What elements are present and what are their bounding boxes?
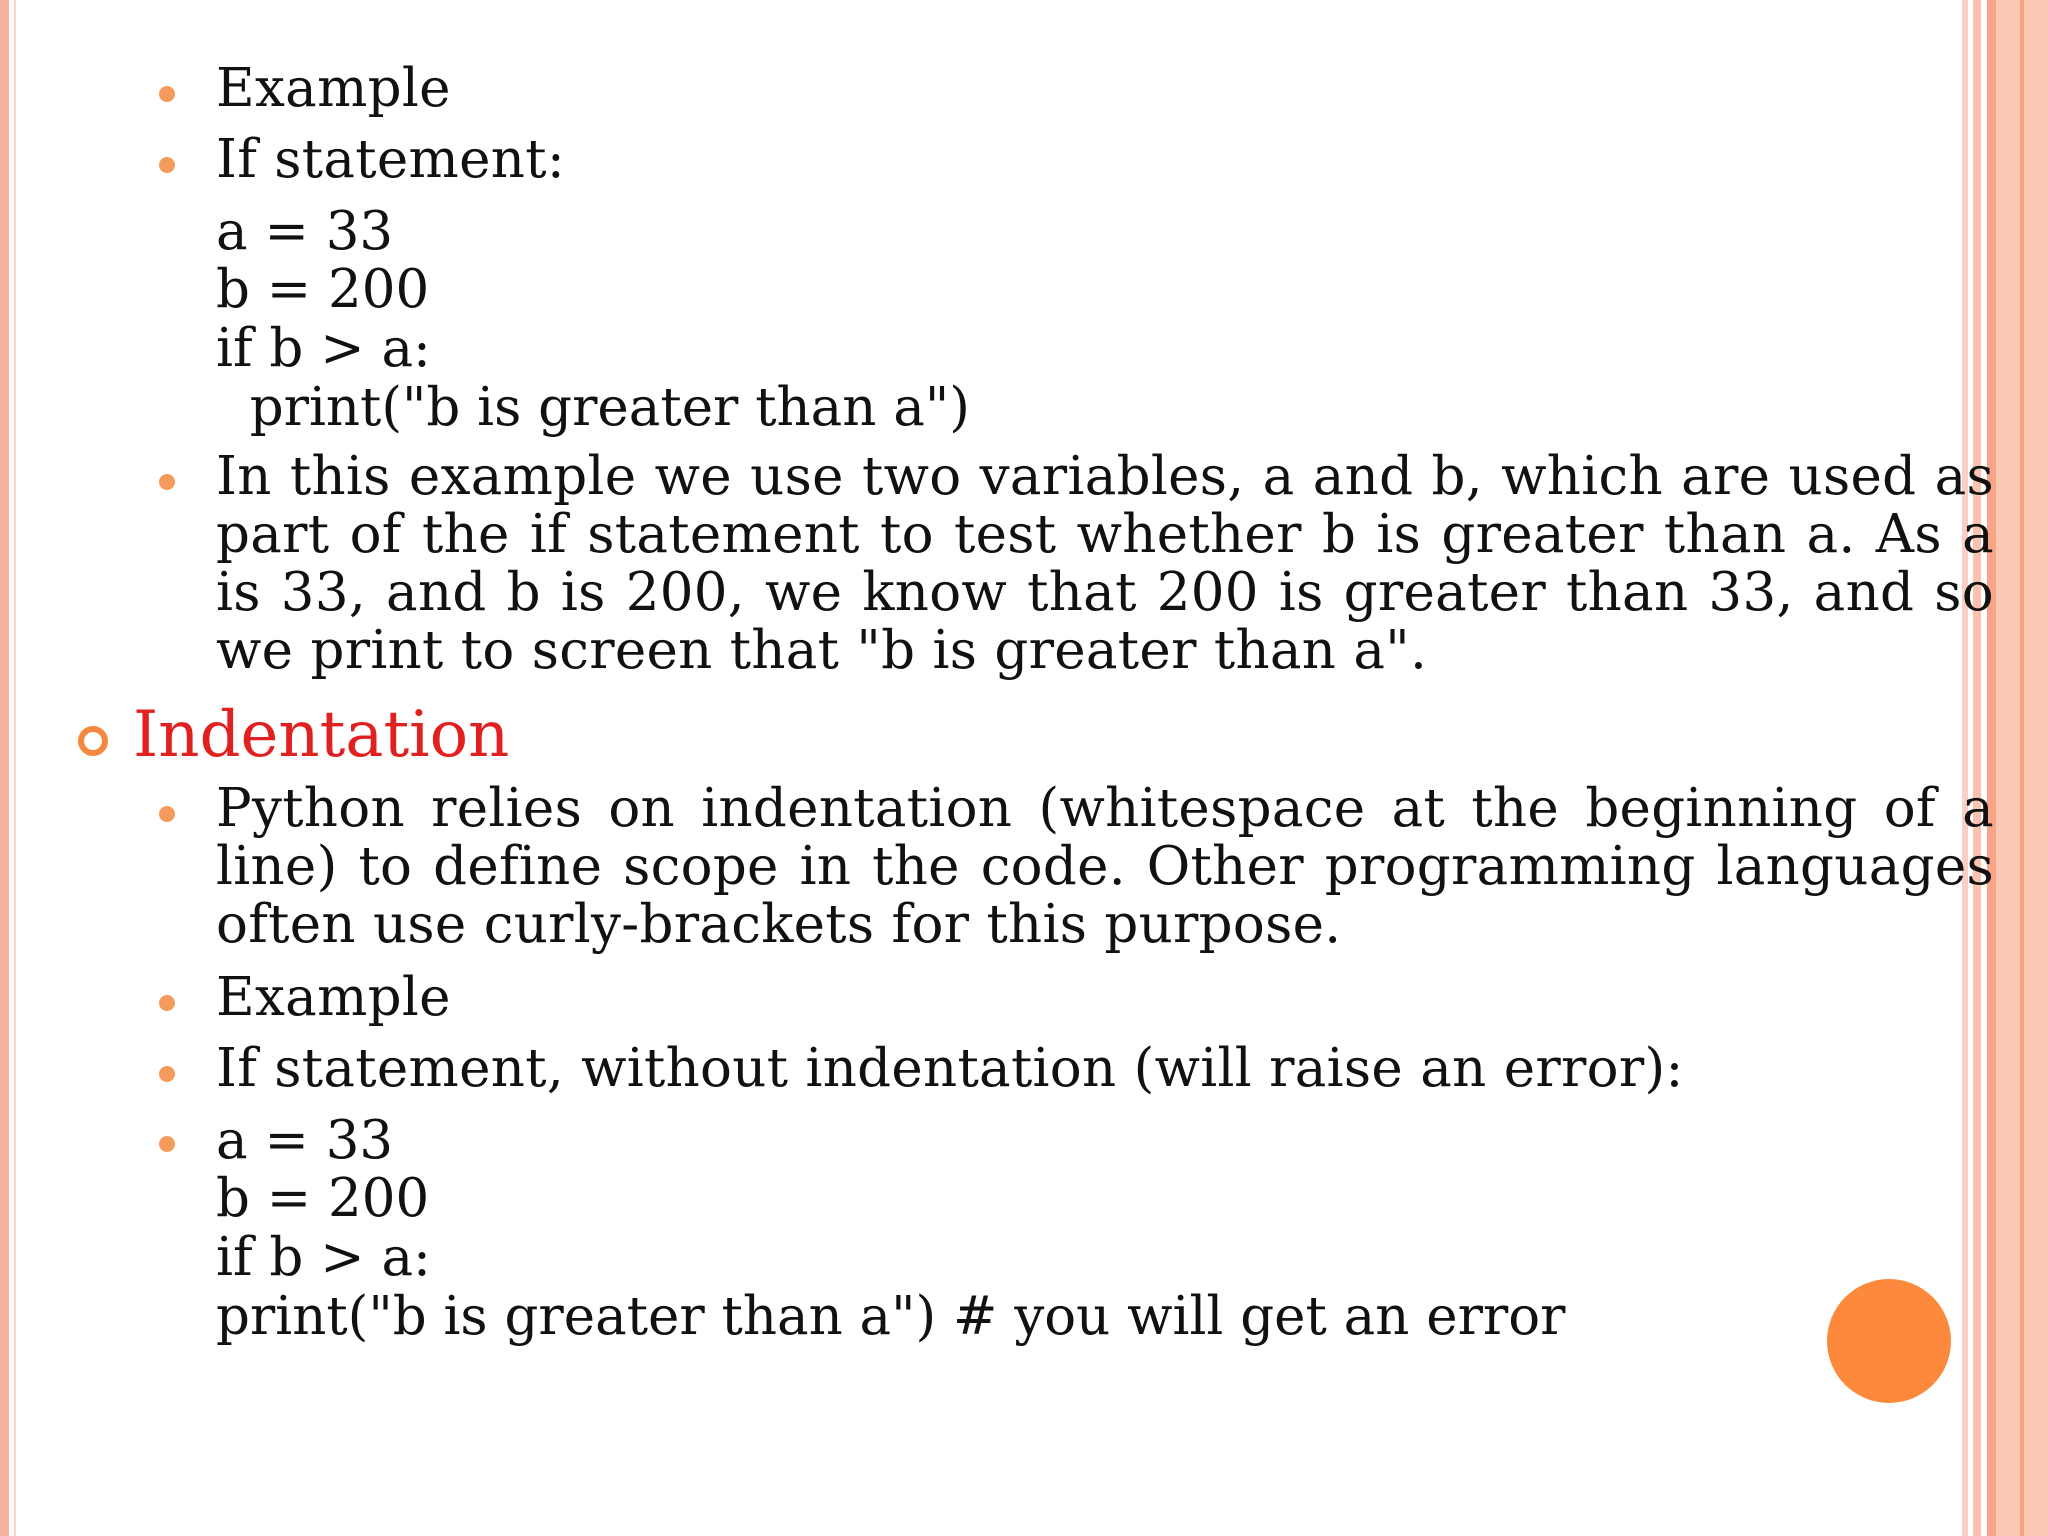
bullet-example-label: Example xyxy=(216,967,451,1028)
code-line: if b > a: xyxy=(216,318,431,379)
bullet-dot-icon xyxy=(159,1066,175,1082)
code-line: b = 200 xyxy=(216,1168,430,1229)
code-line: print("b is greater than a") # you will get an error xyxy=(216,1286,1566,1347)
bullet-dot-icon xyxy=(159,806,175,822)
heading-ring-icon xyxy=(78,726,108,756)
bullet-if-statement-label: If statement: xyxy=(216,129,565,190)
code-line: print("b is greater than a") xyxy=(216,377,970,438)
bullet-explanation-paragraph: In this example we use two variables, a and b, which are used as part of the if statement to test whether b is greater than a. As a is 33, and b is 200, we know that 200 is greater than 33, and so we print to screen that "b is greater than a". xyxy=(216,446,1994,681)
bullet-dot-icon xyxy=(159,86,175,102)
code-line: b = 200 xyxy=(216,259,430,320)
section-heading-indentation: Indentation xyxy=(133,698,510,772)
bullet-dot-icon xyxy=(159,157,175,173)
bullet-dot-icon xyxy=(159,995,175,1011)
orange-circle-decoration xyxy=(1827,1279,1951,1403)
bullet-example-label: Example xyxy=(216,58,451,119)
bullet-dot-icon xyxy=(159,474,175,490)
bullet-if-without-indentation-label: If statement, without indentation (will raise an error): xyxy=(216,1038,1684,1099)
bullet-dot-icon xyxy=(159,1136,175,1152)
code-line: a = 33 xyxy=(216,201,394,262)
code-line: a = 33 xyxy=(216,1110,394,1171)
code-line: if b > a: xyxy=(216,1227,431,1288)
bullet-python-indentation-paragraph: Python relies on indentation (whitespace at the beginning of a line) to define scope in the code. Other programming languages often use curly-brackets for this purpose. xyxy=(216,778,1994,955)
